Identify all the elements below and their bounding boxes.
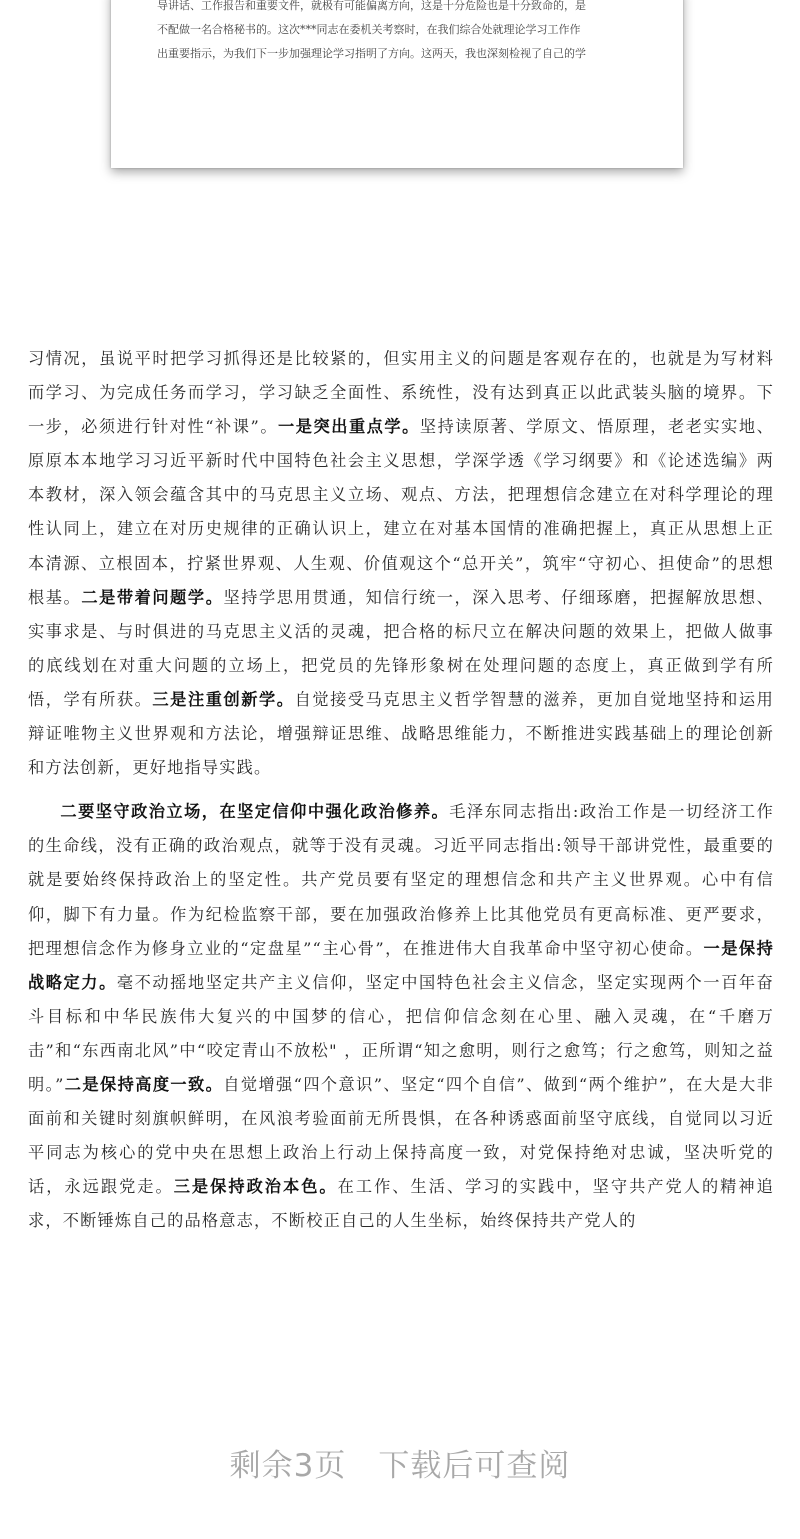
preview-line: 导讲话、工作报告和重要文件，就极有可能偏离方向，这是十分危险也是十分致命的，是 bbox=[157, 0, 586, 12]
remaining-pages-prompt[interactable]: 剩余3页 下载后可查阅 bbox=[229, 1448, 571, 1484]
bold-heading: 二是带着问题学。 bbox=[81, 587, 224, 607]
paragraph-text: 毫不动摇地坚定共产主义信仰，坚定中国特色社会主义信念，坚定实现两个一百年奋斗目标和中华民族伟大复兴的中国梦的信心，把信仰信念刻在心里、融入灵魂，在“千磨万击”和“东西南北风”中“咬定青山不放松" ，正所谓“知之愈明，则行之愈笃；行之愈笃，则知之益明。” bbox=[28, 972, 774, 1094]
paragraph-text: 自觉增强“四个意识”、坚定“四个自信”、做到“两个维护”，在大是大非面前和关键时刻旗帜鲜明，在风浪考验面前无所畏惧，在各种诱惑面前坚守底线，自觉同以习近平同志为核心的党中央在思想上政治上行动上保持高度一致，对党保持绝对忠诚，坚决听党的话，永远跟党走。 bbox=[28, 1074, 775, 1197]
bold-heading: 二要坚守政治立场，在坚定信仰中强化政治修养。 bbox=[60, 802, 450, 822]
bold-heading: 三是注重创新学。 bbox=[152, 689, 295, 709]
paragraph-text: 在工作、生活、学习的实践中，坚守共产党人的精神追求，不断锤炼自己的品格意志，不断校正自己的人生坐标，始终保持共产党人的 bbox=[28, 1177, 774, 1231]
preview-page-card bbox=[111, 0, 683, 168]
paragraph-political-stance bbox=[28, 795, 774, 1238]
paragraph-text: 坚持读原著、学原文、悟原理，老老实实地、原原本本地学习习近平新时代中国特色社会主义思想，学深学透《学习纲要》和《论述选编》两本教材，深入领会蕴含其中的马克思主义立场、观点、方法，把理想信念建立在对科学理论的理性认同上，建立在对历史规律的正确认识上，建立在对基本国情的准确把握上，真正从思想上正本清源、立根固本，拧紧世界观、人生观、价值观这个“总开关”，筑牢“守初心、担使命”的思想根基。 bbox=[28, 417, 774, 607]
preview-page-text bbox=[157, 0, 647, 66]
paragraph-text: 习情况，虽说平时把学习抓得还是比较紧的，但实用主义的问题是客观存在的，也就是为写材料而学习、为完成任务而学习，学习缺乏全面性、系统性，没有达到真正以此武装头脑的境界。下一步，必须进行针对性“补课”。 bbox=[28, 349, 774, 437]
paragraph-study bbox=[28, 342, 774, 785]
paragraph-text: 毛泽东同志指出:政治工作是一切经济工作的生命线，没有正确的政治观点，就等于没有灵魂。习近平同志指出:领导干部讲党性，最重要的就是要始终保持政治上的坚定性。共产党员要有坚定的理想信念和共产主义世界观。心中有信仰，脚下有力量。作为纪检监察干部，要在加强政治修养上比其他党员有更高标准、更严要求，把理想信念作为修身立业的“定盘星”“主心骨”，在推进伟大自我革命中坚守初心使命。 bbox=[28, 802, 774, 958]
bold-heading: 三是保持政治本色。 bbox=[173, 1177, 338, 1197]
bold-heading: 一是突出重点学。 bbox=[278, 417, 420, 437]
paragraph-text: 坚持学思用贯通，知信行统一，深入思考、仔细琢磨，把握解放思想、实事求是、与时俱进的马克思主义活的灵魂，把合格的标尺立在解决问题的效果上，把做人做事的底线划在对重大问题的立场上，把党员的先锋形象树在处理问题的态度上，真正做到学有所悟，学有所获。 bbox=[28, 587, 774, 709]
preview-line: 出重要指示，为我们下一步加强理论学习指明了方向。这两天，我也深刻检视了自己的学 bbox=[157, 47, 586, 60]
document-body bbox=[28, 342, 774, 1238]
paragraph-text: 自觉接受马克思主义哲学智慧的滋养，更加自觉地坚持和运用辩证唯物主义世界观和方法论，增强辩证思维、战略思维能力，不断推进实践基础上的理论创新和方法创新，更好地指导实践。 bbox=[28, 689, 774, 778]
bold-heading: 二是保持高度一致。 bbox=[64, 1074, 224, 1094]
preview-line: 不配做一名合格秘书的。这次***同志在委机关考察时，在我们综合处就理论学习工作作 bbox=[157, 23, 581, 36]
bold-heading: 一是保持战略定力。 bbox=[28, 938, 774, 992]
